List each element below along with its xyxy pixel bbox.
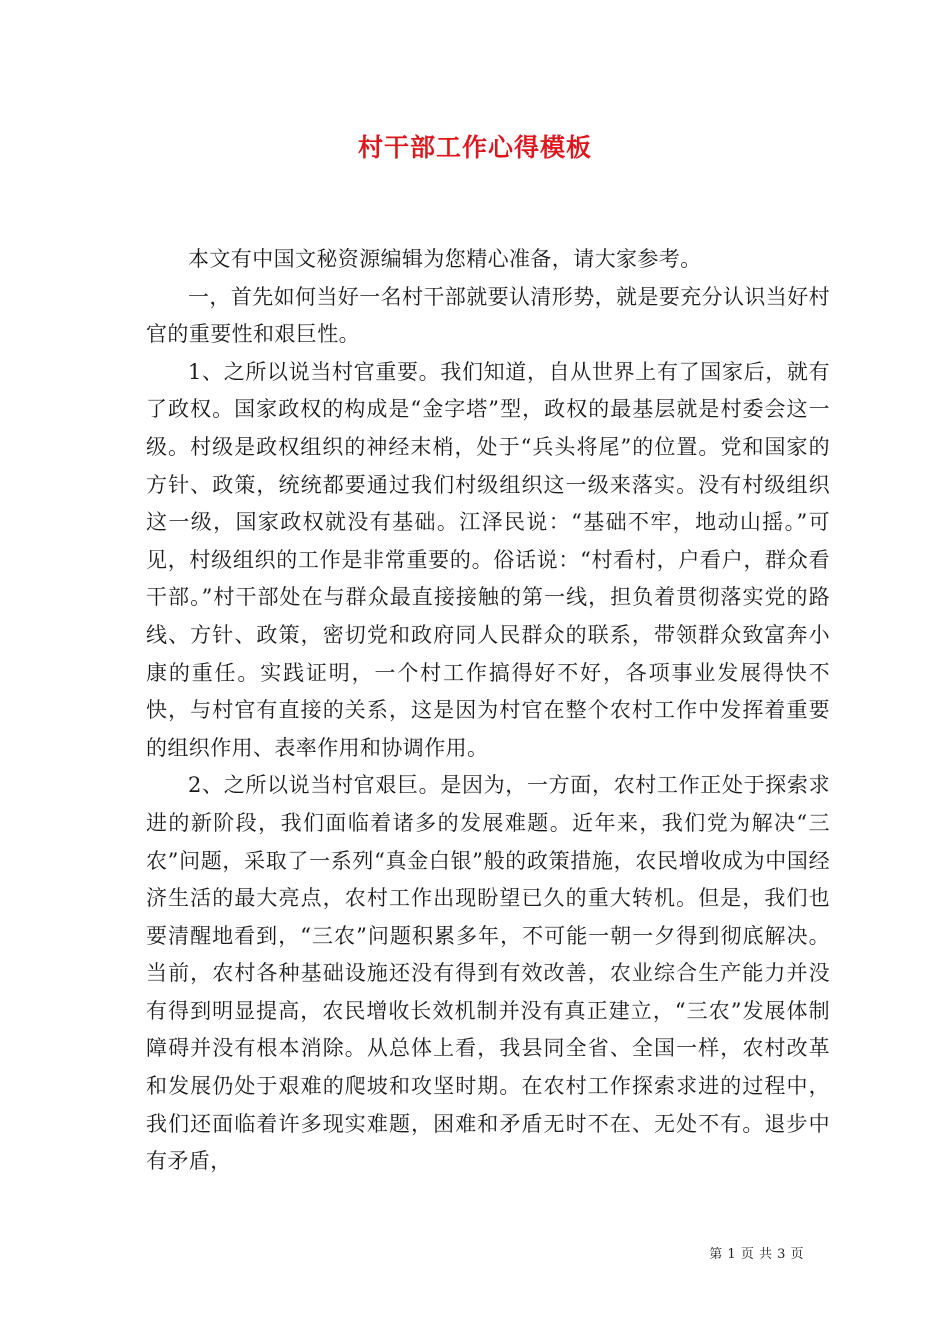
paragraph-intro: 本文有中国文秘资源编辑为您精心准备，请大家参考。	[188, 247, 702, 271]
document-title: 村干部工作心得模板	[357, 133, 592, 162]
document-body	[146, 241, 830, 1181]
page-number: 第 1 页 共 3 页	[709, 1247, 804, 1262]
paragraph-section-1: 一，首先如何当好一名村干部就要认清形势，就是要充分认识当好村官的重要性和艰巨性。	[146, 284, 830, 347]
paragraph-point-2: 2、之所以说当村官艰巨。是因为，一方面，农村工作正处于探索求进的新阶段，我们面临着诸多的发展难题。近年来，我们党为解决“三农”问题，采取了一系列“真金白银”般的政策措施，农民增收成为中国经济生活的最大亮点，农村工作出现盼望已久的重大转机。但是，我们也要清醒地看到，“三农”问题积累多年，不可能一朝一夕得到彻底解决。当前，农村各种基础设施还没有得到有效改善，农业综合生产能力并没有得到明显提高，农民增收长效机制并没有真正建立，“三农”发展体制障碍并没有根本消除。从总体上看，我县同全省、全国一样，农村改革和发展仍处于艰难的爬坡和攻坚时期。在农村工作探索求进的过程中，我们还面临着许多现实难题，困难和矛盾无时不在、无处不有。退步中有矛盾，	[146, 773, 830, 1174]
paragraph-point-1: 1、之所以说当村官重要。我们知道，自从世界上有了国家后，就有了政权。国家政权的构成是“金字塔”型，政权的最基层就是村委会这一级。村级是政权组织的神经末梢，处于“兵头将尾”的位置。党和国家的方针、政策，统统都要通过我们村级组织这一级来落实。没有村级组织这一级，国家政权就没有基础。江泽民说：“基础不牢，地动山摇。”可见，村级组织的工作是非常重要的。俗话说：“村看村，户看户，群众看干部。”村干部处在与群众最直接接触的第一线，担负着贯彻落实党的路线、方针、政策，密切党和政府同人民群众的联系，带领群众致富奔小康的重任。实践证明，一个村工作搞得好不好，各项事业发展得快不快，与村官有直接的关系，这是因为村官在整个农村工作中发挥着重要的组织作用、表率作用和协调作用。	[146, 359, 830, 760]
